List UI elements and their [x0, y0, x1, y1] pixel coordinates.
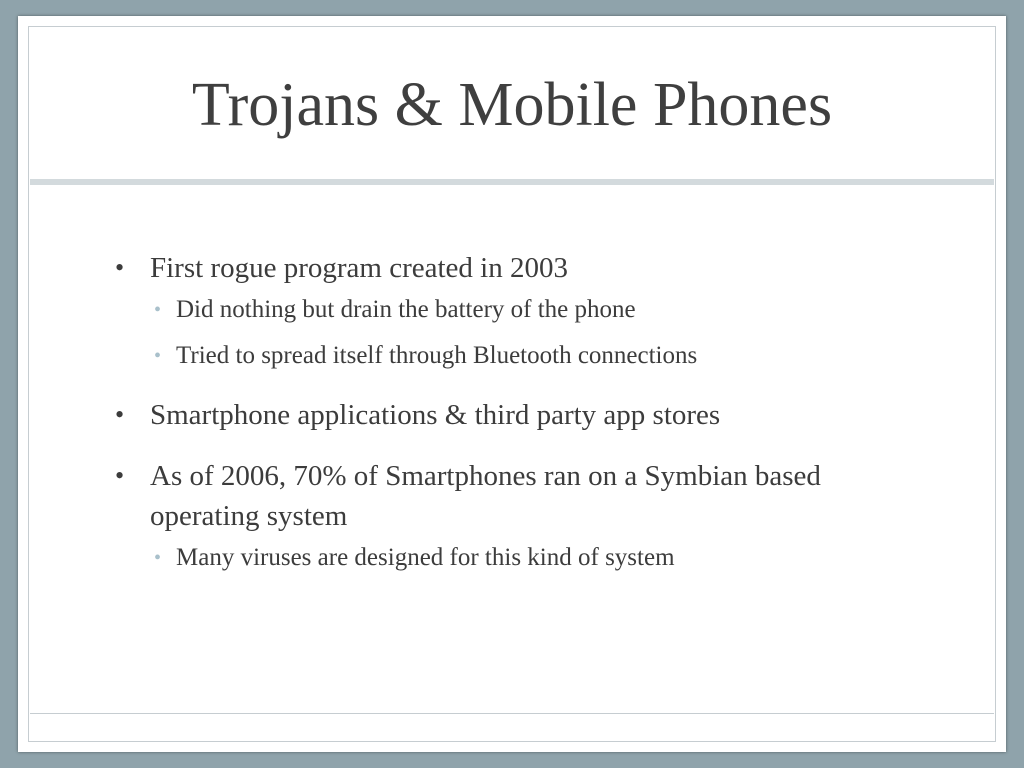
- bullet-item: [110, 395, 930, 435]
- sub-bullet-icon: •: [154, 299, 162, 321]
- bullet-item: [110, 248, 930, 374]
- sub-bullet-list: [150, 292, 930, 374]
- bullet-icon: •: [115, 461, 125, 490]
- bullet-text: As of 2006, 70% of Smartphones ran on a Symbian based operating system: [150, 460, 821, 532]
- title-divider: [30, 179, 994, 185]
- bullet-icon: •: [115, 400, 125, 429]
- bullet-icon: •: [115, 253, 125, 282]
- sub-bullet-item: [150, 540, 930, 576]
- sub-bullet-item: [150, 292, 930, 328]
- bullet-text: First rogue program created in 2003: [150, 252, 568, 284]
- bullet-text: Smartphone applications & third party app stores: [150, 399, 721, 431]
- sub-bullet-text: Did nothing but drain the battery of the phone: [176, 296, 636, 323]
- sub-bullet-icon: •: [154, 345, 162, 367]
- sub-bullet-text: Tried to spread itself through Bluetooth connections: [176, 342, 698, 369]
- sub-bullet-text: Many viruses are designed for this kind of system: [176, 544, 675, 571]
- sub-bullet-list: [150, 540, 930, 576]
- sub-bullet-item: [150, 338, 930, 374]
- slide-title: Trojans & Mobile Phones: [191, 71, 833, 139]
- bullet-item: [110, 456, 930, 576]
- sub-bullet-icon: •: [154, 547, 162, 569]
- footer-divider: [30, 713, 994, 714]
- slide-content: [110, 248, 930, 597]
- slide-frame: [18, 16, 1006, 752]
